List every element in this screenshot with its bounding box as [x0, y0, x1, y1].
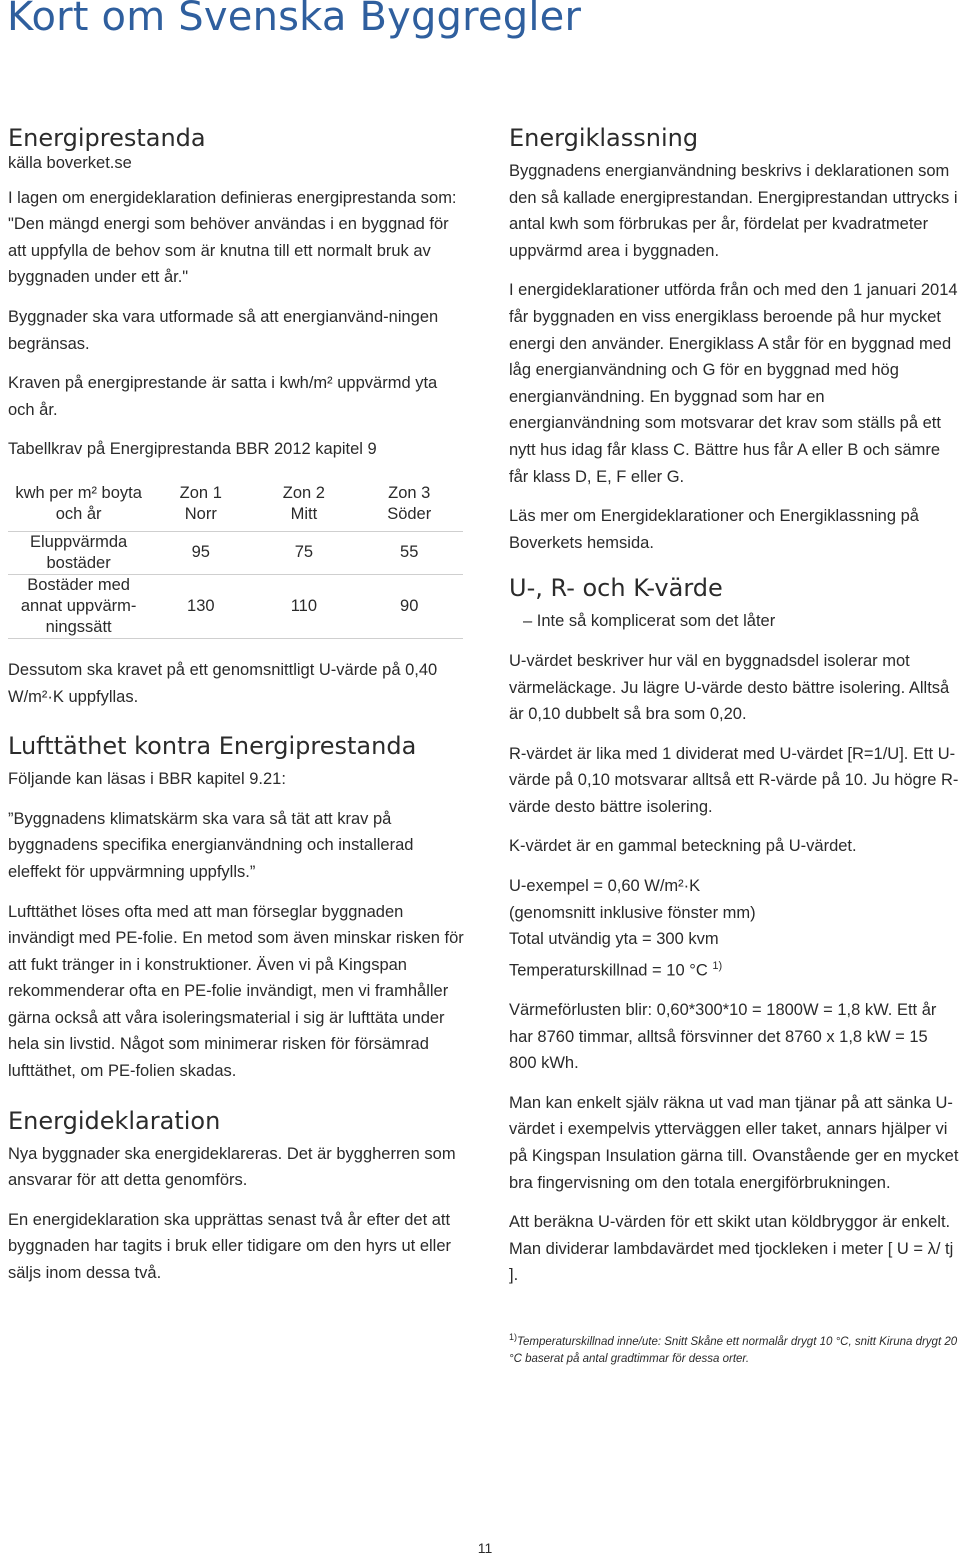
- right-column: [509, 122, 959, 1368]
- paragraph: Värmeförlusten blir: 0,60*300*10 = 1800W = 1,8 kW. Ett år har 8760 timmar, alltså försvinner det 8760 x 1,8 kW = 15 800 kWh.: [509, 1000, 937, 1073]
- zone-name: Söder: [387, 504, 432, 523]
- table-cell: 130: [187, 596, 215, 615]
- page-title: Kort om Svenska Byggregler: [7, 0, 582, 40]
- lufttathet-heading: Lufttäthet kontra Energiprestanda: [8, 732, 417, 761]
- zone-header: [149, 483, 252, 532]
- source-text: källa boverket.se: [8, 154, 132, 172]
- example-line: U-exempel = 0,60 W/m²·K: [509, 877, 701, 896]
- left-column: [8, 122, 468, 1300]
- footnote-mark: 1): [509, 1331, 518, 1342]
- paragraph: Man kan enkelt själv räkna ut vad man tjänar på att sänka U-värdet i exempelvis ytterväggen eller taket, annars hjälper vi på Kingspan Insulation gärna till. Ovanstående ger en mycket bra fingervisning om den totala energiförbrukningen.: [509, 1093, 959, 1192]
- paragraph: I lagen om energideklaration definieras energiprestanda som: "Den mängd energi som behöver användas i en byggnad för att uppfylla de behov som är knutna till ett normalt bruk av byggnaden under ett år.": [8, 188, 457, 287]
- subheading: – Inte så komplicerat som det låter: [523, 612, 776, 631]
- example-line: Total utvändig yta = 300 kvm: [509, 930, 719, 949]
- paragraph: R-värdet är lika med 1 dividerat med U-värdet [R=1/U]. Ett U-värde på 0,10 motsvarar alltså ett R-värde på 10. Ju högre R-värde desto bättre isolering.: [509, 744, 959, 816]
- row-label: Bostäder med annat uppvärm-ningssätt: [20, 575, 137, 636]
- paragraph: Byggnadens energianvändning beskrivs i deklarationen som den så kallade energiprestandan. Energiprestandan uttrycks i antal kwh som förbrukas per år, fördelat per kvadratmeter uppvärmd area i byggnaden.: [509, 162, 958, 260]
- zone-header: [252, 483, 355, 532]
- paragraph: Byggnader ska vara utformade så att energianvänd-ningen begränsas.: [8, 307, 439, 353]
- paragraph: En energideklaration ska upprättas senast två år efter det att byggnaden har tagits i bruk eller tidigare om den hyrs ut eller säljs inom dessa två.: [8, 1210, 451, 1283]
- energy-requirements-table: [8, 483, 463, 639]
- table-cell: 95: [191, 543, 210, 562]
- footnote: [509, 1329, 959, 1368]
- row-label: Eluppvärmda bostäder: [30, 532, 128, 572]
- unit-header: kwh per m² boyta och år: [15, 483, 142, 523]
- page-number: 11: [477, 1540, 493, 1556]
- table-header-row: [8, 483, 463, 532]
- zone-name: Mitt: [290, 504, 318, 523]
- paragraph: Tabellkrav på Energiprestanda BBR 2012 kapitel 9: [8, 440, 377, 459]
- paragraph: I energideklarationer utförda från och med den 1 januari 2014 får byggnaden en viss energiklass beroende på hur mycket energi den använder. Energiklass A står för en byggnad med låg energianvändning och G för en byggnad med hög energianvändning. En byggnad som har en energianvändning som motsvarar det krav som ställs på ett nytt hus idag får klass C. Bättre hus får A eller B och sämre får klass D, E, F eller G.: [509, 281, 958, 486]
- table-cell: 55: [400, 543, 419, 562]
- quote: ”Byggnadens klimatskärm ska vara så tät att krav på byggnadens specifika energianvändning och installerad eleffekt för uppvärmning uppfylls.”: [8, 809, 414, 881]
- table-row: [8, 531, 463, 574]
- example-line: Temperaturskillnad = 10 °C: [509, 961, 708, 980]
- paragraph: Lufttäthet löses ofta med att man förseglar byggnaden invändigt med PE-folie. En metod som även minskar risken för att fukt tränger in i konstruktioner. Även vi på Kingspan rekommenderar ofta en PE-folie invändigt, men vi framhåller gärna också att våra isoleringsmaterial i sig är lufttäta under hela sin livstid. Något som minimerar risken för försämrad lufttäthet, om PE-folien skadas.: [8, 902, 464, 1081]
- example-block: [509, 873, 959, 984]
- energiprestanda-heading: Energiprestanda: [8, 124, 206, 152]
- footnote-text: Temperaturskillnad inne/ute: Snitt Skåne ett normalår drygt 10 °C, snitt Kiruna drygt 20 °C baserat på antal gradtimmar för dessa orter.: [509, 1335, 958, 1365]
- table-cell: 75: [294, 543, 314, 562]
- paragraph: Dessutom ska kravet på ett genomsnittligt U-värde på 0,40 W/m²·K uppfyllas.: [8, 660, 438, 706]
- paragraph: K-värdet är en gammal beteckning på U-värdet.: [509, 837, 857, 856]
- paragraph: Läs mer om Energideklarationer och Energiklassning på Boverkets hemsida.: [509, 507, 919, 552]
- zone-label: Zon 3: [388, 483, 431, 502]
- energiklassning-heading: Energiklassning: [509, 124, 699, 152]
- energideklaration-heading: Energideklaration: [8, 1106, 221, 1135]
- paragraph: Kraven på energiprestande är satta i kwh/m² uppvärmd yta och år.: [8, 374, 438, 419]
- u-r-k-heading: U-, R- och K-värde: [509, 574, 723, 603]
- footnote-ref: 1): [712, 959, 723, 972]
- paragraph: U-värdet beskriver hur väl en byggnadsdel isolerar mot värmeläckage. Ju lägre U-värde desto bättre isolering. Alltså är 0,10 dubbelt så bra som 0,20.: [509, 651, 950, 724]
- zone-header: [355, 483, 463, 532]
- paragraph: Följande kan läsas i BBR kapitel 9.21:: [8, 770, 286, 789]
- zone-label: Zon 2: [282, 483, 325, 502]
- example-line: (genomsnitt inklusive fönster mm): [509, 903, 756, 922]
- table-cell: 110: [290, 596, 318, 615]
- zone-name: Norr: [184, 504, 217, 523]
- paragraph: Att beräkna U-värden för ett skikt utan köldbryggor är enkelt. Man dividerar lambdavärdet med tjockleken i meter [ U = λ/ tj ].: [509, 1213, 954, 1285]
- table-cell: 90: [400, 596, 419, 615]
- table-row: [8, 574, 463, 638]
- zone-label: Zon 1: [179, 483, 222, 502]
- paragraph: Nya byggnader ska energideklareras. Det är byggherren som ansvarar för att detta genomförs.: [8, 1144, 456, 1190]
